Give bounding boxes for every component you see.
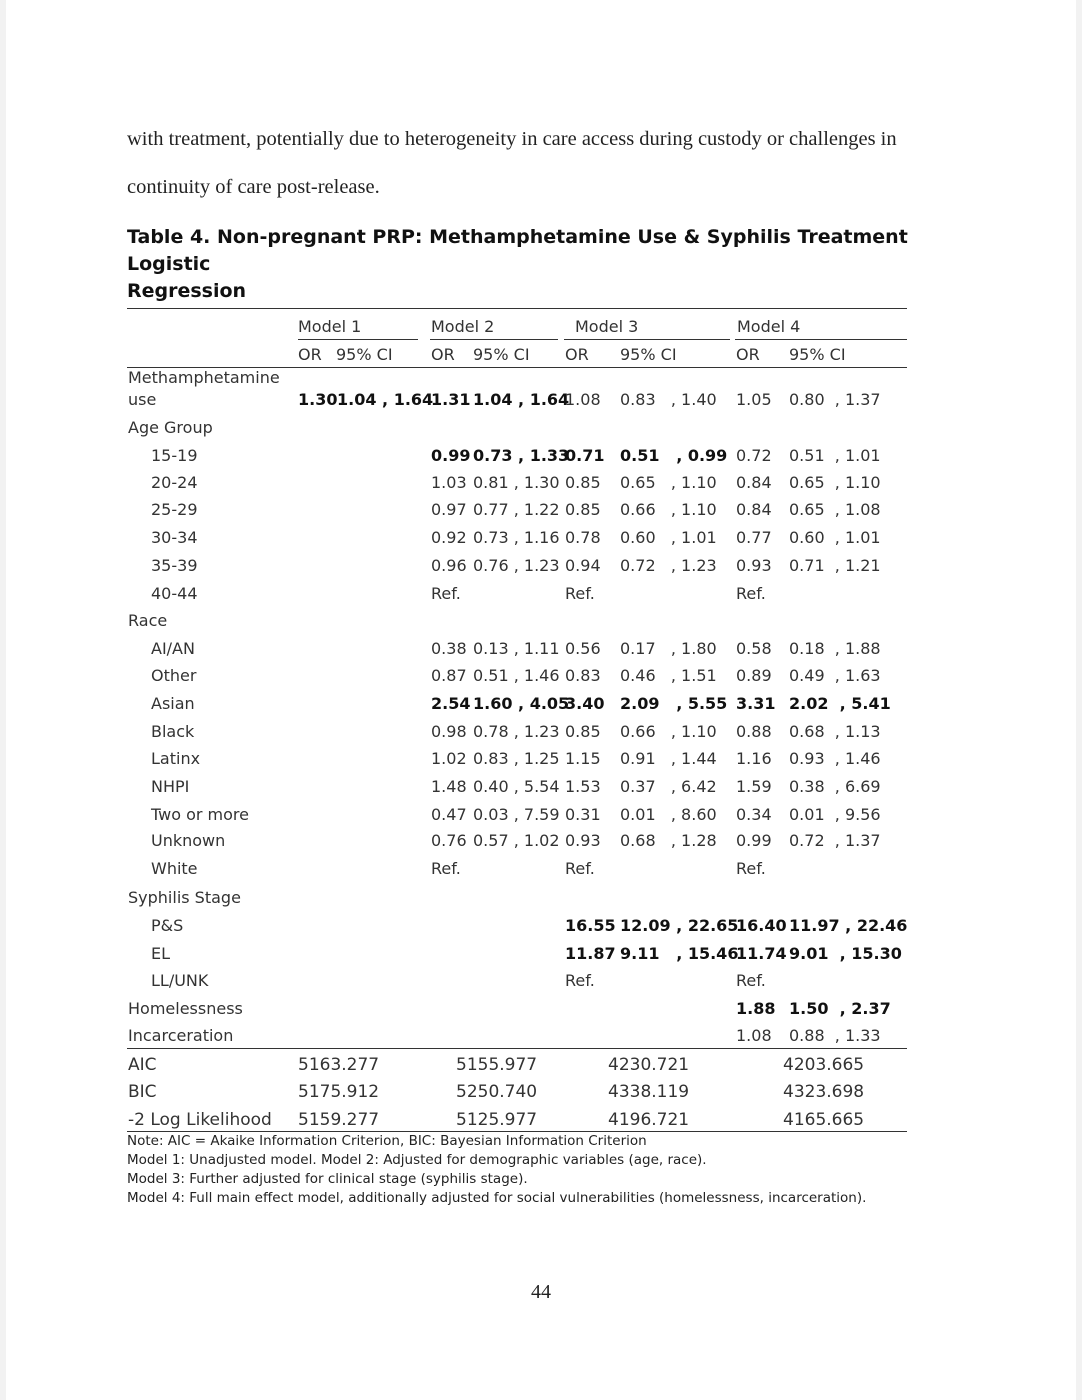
or-value: 0.34 [736,805,772,824]
or-value: 0.89 [736,666,772,685]
or-value: 2.54 [431,694,471,713]
or-value: 3.40 [565,694,605,713]
or-header: OR [565,345,589,364]
ci-value: 0.73 , 1.33 [473,446,570,465]
ci-value: 0.51 , 1.46 [473,666,560,685]
ci-value: 2.09 , 5.55 [620,694,728,713]
row-label: Latinx [151,749,201,768]
or-value: 0.56 [565,639,601,658]
or-value: 0.97 [431,500,467,519]
or-value: 1.53 [565,777,601,796]
or-value: 3.31 [736,694,776,713]
body-text-line-2: continuity of care post-release. [127,176,380,198]
or-value: 0.77 [736,528,772,547]
ci-value: 0.40 , 5.54 [473,777,560,796]
row-label: 40-44 [151,584,198,603]
ci-header: 95% CI [620,345,677,364]
ci-value: 0.72 , 1.23 [620,556,717,575]
ci-value: 0.80 , 1.37 [789,390,881,409]
fit-stat-value: 5155.977 [456,1055,538,1075]
row-label: Race [128,611,168,630]
or-value: 1.48 [431,777,467,796]
ci-value: 0.01 , 8.60 [620,805,717,824]
or-value: 1.15 [565,749,601,768]
or-value: 0.92 [431,528,467,547]
row-label: Methamphetamine [128,368,280,387]
ci-value: 0.51 , 0.99 [620,446,728,465]
ci-value: 0.37 , 6.42 [620,777,717,796]
or-header: OR [298,345,322,364]
ci-value: 0.65 , 1.10 [789,473,881,492]
fit-stat-value: 4203.665 [783,1055,865,1075]
or-value: 1.02 [431,749,467,768]
or-value: Ref. [565,584,595,603]
ci-value: 0.65 , 1.10 [620,473,717,492]
or-value: 0.31 [565,805,601,824]
ci-header: 95% CI [789,345,846,364]
or-value: 1.16 [736,749,772,768]
or-value: 0.71 [565,446,605,465]
ci-value: 0.60 , 1.01 [789,528,881,547]
row-label: 35-39 [151,556,198,575]
or-value: 0.94 [565,556,601,575]
or-value: 0.88 [736,722,772,741]
or-value: 0.58 [736,639,772,658]
ci-value: 0.66 , 1.10 [620,722,717,741]
ci-value: 0.49 , 1.63 [789,666,881,685]
row-label: Other [151,666,197,685]
or-value: 0.99 [431,446,471,465]
ci-value: 0.83 , 1.40 [620,390,717,409]
or-value: Ref. [736,971,766,990]
table-top-rule [127,308,907,309]
or-value: 0.72 [736,446,772,465]
or-value: 1.59 [736,777,772,796]
or-value: Ref. [736,584,766,603]
fit-stat-value: 5250.740 [456,1082,538,1102]
fit-stat-value: 4165.665 [783,1110,865,1130]
ci-value: 0.46 , 1.51 [620,666,717,685]
ci-header: 95% CI [336,345,393,364]
row-label: AI/AN [151,639,195,658]
table-notes [127,1132,947,1208]
fit-stat-value: 5175.912 [298,1082,380,1102]
or-value: 0.85 [565,473,601,492]
fit-stat-value: 5159.277 [298,1110,380,1130]
ci-value: 1.50 , 2.37 [789,999,891,1018]
ci-value: 0.65 , 1.08 [789,500,881,519]
model-header-rule [430,339,558,340]
ci-value: 0.83 , 1.25 [473,749,560,768]
ci-value: 9.01 , 15.30 [789,944,902,963]
page-edge-right [1076,0,1082,1400]
table-caption [127,224,927,305]
table-caption-line-2: Regression [127,280,247,302]
or-value: 16.40 [736,916,787,935]
or-value: 0.47 [431,805,467,824]
model-header-rule [298,339,418,340]
row-label: Incarceration [128,1026,234,1045]
fit-stat-label: -2 Log Likelihood [128,1110,272,1130]
or-value: 1.05 [736,390,772,409]
ci-value: 0.60 , 1.01 [620,528,717,547]
or-value: 0.76 [431,831,467,850]
or-header: OR [431,345,455,364]
row-label: Two or more [151,805,249,824]
ci-value: 0.71 , 1.21 [789,556,881,575]
row-label: 30-34 [151,528,198,547]
or-value: Ref. [431,859,461,878]
model-header-rule [564,339,730,340]
or-value: 0.93 [565,831,601,850]
ci-value: 0.78 , 1.23 [473,722,560,741]
row-label: Syphilis Stage [128,888,241,907]
ci-value: 0.72 , 1.37 [789,831,881,850]
ci-value: 0.13 , 1.11 [473,639,560,658]
or-value: 0.96 [431,556,467,575]
model-header: Model 1 [298,317,362,336]
model-header: Model 2 [431,317,495,336]
or-value: 1.03 [431,473,467,492]
ci-value: 0.18 , 1.88 [789,639,881,658]
fit-stat-value: 4196.721 [608,1110,690,1130]
ci-value: 11.97 , 22.46 [789,916,908,935]
row-label: 25-29 [151,500,198,519]
or-value: 0.85 [565,500,601,519]
fit-stat-label: AIC [128,1055,157,1075]
stats-top-rule [127,1048,907,1049]
fit-stat-value: 4230.721 [608,1055,690,1075]
or-value: 11.74 [736,944,787,963]
or-value: 0.83 [565,666,601,685]
or-value: 0.84 [736,500,772,519]
or-value: 1.30 [298,390,338,409]
table-note: Model 1: Unadjusted model. Model 2: Adjusted for demographic variables (age, race). [127,1152,707,1168]
row-label: use [128,390,157,409]
row-label: White [151,859,198,878]
row-label: Asian [151,694,195,713]
or-value: 0.38 [431,639,467,658]
fit-stat-value: 5163.277 [298,1055,380,1075]
ci-value: 0.57 , 1.02 [473,831,560,850]
model-header-rule [735,339,907,340]
row-label: 15-19 [151,446,198,465]
or-value: 0.93 [736,556,772,575]
or-value: Ref. [431,584,461,603]
or-value: 0.84 [736,473,772,492]
ci-value: 9.11 , 15.46 [620,944,739,963]
ci-value: 0.51 , 1.01 [789,446,881,465]
ci-value: 1.04 , 1.64 [473,390,570,409]
or-value: 0.78 [565,528,601,547]
table-note: Model 3: Further adjusted for clinical stage (syphilis stage). [127,1171,528,1187]
ci-value: 2.02 , 5.41 [789,694,891,713]
ci-value: 0.66 , 1.10 [620,500,717,519]
row-label: Age Group [128,418,213,437]
ci-value: 1.60 , 4.05 [473,694,570,713]
ci-value: 0.03 , 7.59 [473,805,560,824]
row-label: LL/UNK [151,971,209,990]
table-caption-line-1: Table 4. Non-pregnant PRP: Methamphetamine Use & Syphilis Treatment Logistic [127,226,908,275]
or-value: 1.08 [736,1026,772,1045]
ci-value: 0.77 , 1.22 [473,500,560,519]
row-label: EL [151,944,171,963]
or-value: Ref. [736,859,766,878]
page-edge-left [0,0,6,1400]
model-header: Model 3 [575,317,639,336]
ci-value: 0.88 , 1.33 [789,1026,881,1045]
row-label: Homelessness [128,999,243,1018]
or-header: OR [736,345,760,364]
page-number: 44 [531,1281,551,1303]
ci-value: 0.93 , 1.46 [789,749,881,768]
table-note: Model 4: Full main effect model, additionally adjusted for social vulnerabilities (homelessness, incarceration). [127,1190,867,1206]
fit-stat-value: 5125.977 [456,1110,538,1130]
row-label: Black [151,722,195,741]
or-value: 0.99 [736,831,772,850]
row-label: NHPI [151,777,190,796]
or-value: 0.87 [431,666,467,685]
fit-stat-value: 4323.698 [783,1082,865,1102]
or-value: 1.08 [565,390,601,409]
ci-value: 0.73 , 1.16 [473,528,560,547]
ci-value: 0.91 , 1.44 [620,749,717,768]
model-header: Model 4 [737,317,801,336]
ci-header: 95% CI [473,345,530,364]
or-value: Ref. [565,971,595,990]
ci-value: 0.68 , 1.28 [620,831,717,850]
ci-value: 12.09 , 22.65 [620,916,739,935]
fit-stat-value: 4338.119 [608,1082,690,1102]
ci-value: 0.01 , 9.56 [789,805,881,824]
ci-value: 0.38 , 6.69 [789,777,881,796]
or-value: 11.87 [565,944,616,963]
or-value: 16.55 [565,916,616,935]
ci-value: 0.81 , 1.30 [473,473,560,492]
table-note: Note: AIC = Akaike Information Criterion, BIC: Bayesian Information Criterion [127,1133,647,1149]
row-label: Unknown [151,831,226,850]
ci-value: 0.68 , 1.13 [789,722,881,741]
ci-value: 0.17 , 1.80 [620,639,717,658]
or-value: 1.31 [431,390,471,409]
or-value: Ref. [565,859,595,878]
row-label: 20-24 [151,473,198,492]
body-text-line-1: with treatment, potentially due to heterogeneity in care access during custody or challenges in [127,128,897,150]
or-value: 0.98 [431,722,467,741]
ci-value: 1.04 , 1.64 [337,390,434,409]
fit-stat-label: BIC [128,1082,157,1102]
or-value: 1.88 [736,999,776,1018]
row-label: P&S [151,916,184,935]
ci-value: 0.76 , 1.23 [473,556,560,575]
or-value: 0.85 [565,722,601,741]
